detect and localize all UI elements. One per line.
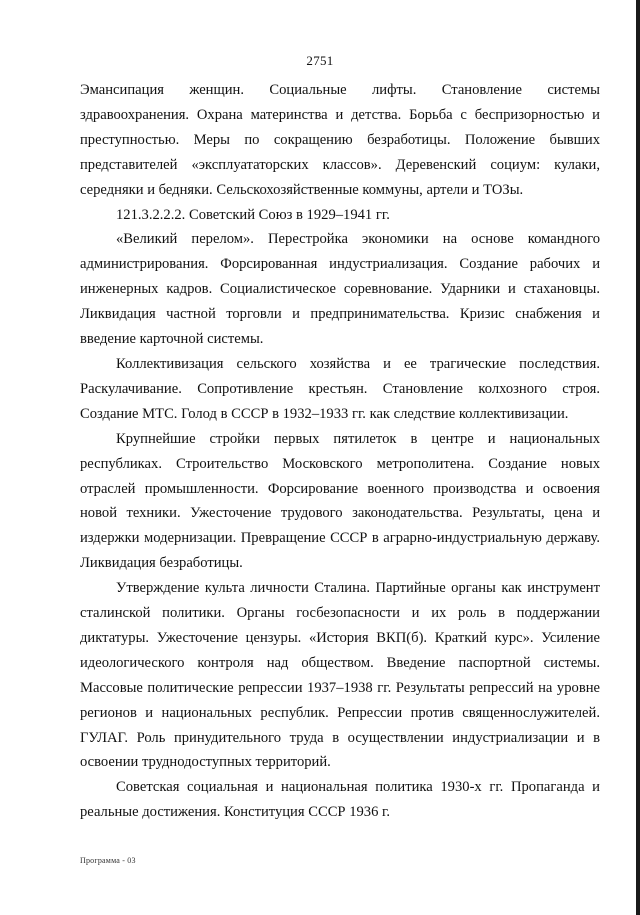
paragraph-stalin-cult: Утверждение культа личности Сталина. Партийные органы как инструмент сталинской политики. Органы госбезопасности и их роль в поддержании диктатуры. Ужесточение цензуры. «История ВКП(б). Краткий курс». Усиление идеологического контроля над обществом. Введение паспортной системы. Массовые политические репрессии 1937–1938 гг. Результаты репрессий на уровне регионов и национальных республик. Репрессии против священнослужителей. ГУЛАГ. Роль принудительного труда в осуществлении индустриализации и в освоении труднодоступных территорий. (80, 580, 600, 771)
paragraph-five-year-plans: Крупнейшие стройки первых пятилеток в центре и национальных республиках. Строительство Московского метрополитена. Создание новых отраслей промышленности. Форсирование военного производства и освоения новой техники. Ужесточение трудового законодательства. Результаты, цена и издержки модернизации. Превращение СССР в аграрно-индустриальную державу. Ликвидация безработицы. (80, 430, 600, 572)
paragraph-collectivization: Коллективизация сельского хозяйства и ее трагические последствия. Раскулачивание. Сопротивление крестьян. Становление колхозного строя. Создание МТС. Голод в СССР в 1932–1933 гг. как следствие коллективизации. (80, 355, 600, 422)
page-number: 2751 (306, 53, 334, 68)
paragraph-emancipation: Эмансипация женщин. Социальные лифты. Становление системы здравоохранения. Охрана материнства и детства. Борьба с беспризорностью и преступностью. Меры по сокращению безработицы. Положение бывших представителей «эксплуататорских классов». Деревенский социум: кулаки, середняки и бедняки. Сельскохозяйственные коммуны, артели и ТОЗы. (80, 82, 600, 198)
section-heading: 121.3.2.2.2. Советский Союз в 1929–1941 гг. (116, 206, 390, 223)
footer-label: Программа - 03 (80, 856, 136, 865)
paragraph-great-turn: «Великий перелом». Перестройка экономики на основе командного администрирования. Форсированная индустриализация. Создание рабочих и инженерных кадров. Социалистическое соревнование. Ударники и стахановцы. Ликвидация частной торговли и предпринимательства. Кризис снабжения и введение карточной системы. (80, 231, 600, 348)
body-text (80, 78, 600, 825)
paragraph-social-policy: Советская социальная и национальная политика 1930-х гг. Пропаганда и реальные достижения. Конституция СССР 1936 г. (80, 779, 600, 821)
